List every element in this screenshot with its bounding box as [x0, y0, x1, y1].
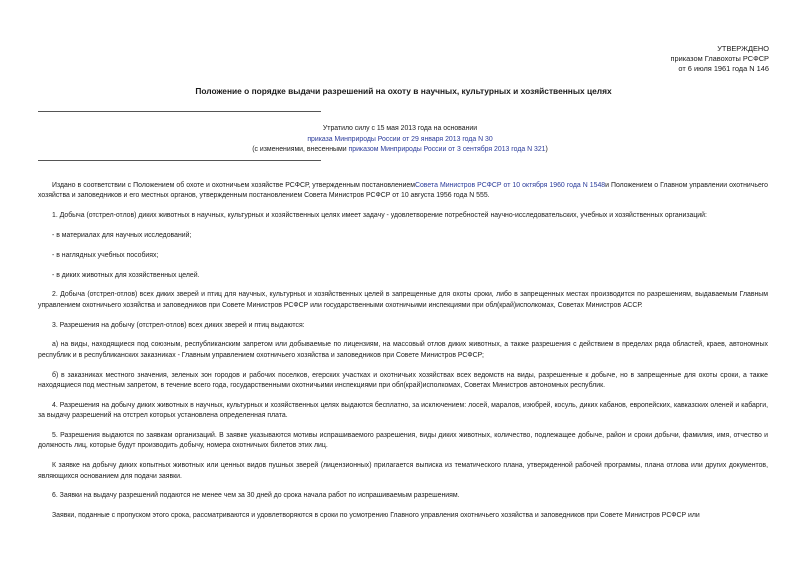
paragraph-1: 1. Добыча (отстрел-отлов) диких животных в научных, культурных и хозяйственных целях имеет задачу - удовлетворение потребностей научно-исследовательских, учебных и хозяйственных организаций:: [52, 212, 707, 220]
amendment-order-link[interactable]: приказом Минприроды России от 3 сентября 2013 года N 321: [348, 146, 546, 153]
intro-paragraph: [38, 181, 768, 202]
paragraph-1-item-b: - в наглядных учебных пособиях;: [52, 251, 159, 259]
status-line-2: [100, 135, 700, 146]
repeal-order-link[interactable]: приказа Минприроды России от 29 января 2013 года N 30: [307, 135, 493, 143]
bottom-divider: [38, 160, 321, 161]
paragraph-1-item-a: - в материалах для научных исследований;: [52, 232, 192, 239]
paragraph-7: Заявки, поданные с пропуском этого срока, рассматриваются и удовлетворяются в сроки по усмотрению Главного управления охотничьего хозяйства и заповедников при Совете Министров РСФСР или: [52, 512, 700, 520]
status-line-3-prefix: (с изменениями, внесенными: [252, 146, 349, 153]
intro-text-after: и Положением о Главном управлении охотничьего хозяйства и заповедников и его местных органов, утвержденным постановлением Совета Министров РСФСР от 10 августа 1956 года N 555.: [38, 182, 768, 200]
paragraph-1-item-c: - в диких животных для хозяйственных целей.: [52, 271, 200, 279]
approval-line-1: УТВЕРЖДЕНО: [717, 44, 769, 53]
status-line-3: [100, 145, 700, 156]
intro-text-before: Издано в соответствии с Положением об охоте и охотничьем хозяйстве РСФСР, утвержденным постановлением: [52, 182, 415, 189]
sovmin-decree-link[interactable]: Совета Министров РСФСР от 10 октября 1960 года N 1548: [415, 182, 606, 189]
status-line-3-suffix: ): [545, 146, 548, 153]
document-title: Положение о порядке выдачи разрешений на охоту в научных, культурных и хозяйственных целях: [195, 86, 612, 96]
status-line-1: Утратило силу с 15 мая 2013 года на основании: [322, 125, 478, 132]
paragraph-3-item-a: а) на виды, находящиеся под союзным, республиканским запретом или добываемые по лицензиям, на массовый отлов диких животных, а также разрешения с действием в пределах ряда областей, краев, автономных республик и в республиканских заказниках - Главным управлением охотничьего хозяйства и заповедников при Совете Министров РСФСР;: [38, 341, 768, 359]
approval-stamp: [671, 44, 769, 75]
paragraph-5: 5. Разрешения выдаются по заявкам организаций. В заявке указываются мотивы испрашиваемого разрешения, виды диких животных, количество, подлежащее добыче, район и сроки добычи, фамилия, имя, отчество и должность лиц, которые будут производить добычу, номера охотничьих билетов этих лиц.: [38, 432, 768, 450]
paragraph-4: 4. Разрешения на добычу диких животных в научных, культурных и хозяйственных целях выдаются бесплатно, за исключением: лосей, маралов, изюбрей, косуль, диких кабанов, европейских, кавказских оленей и кабарги, за выдачу разрешений на отстрел которых установлена определенная плата.: [38, 401, 768, 420]
paragraph-6: 6. Заявки на выдачу разрешений подаются не менее чем за 30 дней до срока начала работ по испрашиваемым разрешениям.: [52, 492, 460, 500]
paragraph-5-attachment: К заявке на добычу диких копытных животных или ценных видов пушных зверей (лицензионных) прилагается выписка из тематического плана, утвержденной рабочей программы, плана отлова или других документов, являющихся основанием для подачи заявки.: [38, 462, 768, 480]
top-divider: [38, 111, 321, 112]
paragraph-3-item-b: б) в заказниках местного значения, зеленых зон городов и рабочих поселков, егерских участках и охотничьих хозяйствах всех ведомств на виды, разрешенные к добыче, но в запрещенные для охоты сроки, а также находящиеся под местным запретом, в течение всего года, государственными охотничьими инспекциями при обл(край)исполкомах, Советах Министров автономных республик.: [38, 371, 768, 389]
approval-line-3: от 6 июля 1961 года N 146: [678, 64, 769, 74]
paragraph-2: 2. Добыча (отстрел-отлов) всех диких зверей и птиц для научных, культурных и хозяйственных целей в запрещенные для охоты сроки, либо в запрещенных местах производится по разрешениям, выдаваемым Главным управлением охотничьего хозяйства и заповедников при Совете Министров РСФСР или государственными охотничьими инспекциями при обл(край)исполкомах, Советах Министров АССР.: [38, 291, 768, 309]
paragraph-3: 3. Разрешения на добычу (отстрел-отлов) всех диких зверей и птиц выдаются:: [52, 321, 305, 329]
approval-line-2: приказом Главохоты РСФСР: [670, 54, 769, 64]
document-body: [38, 181, 768, 531]
status-note: [100, 124, 700, 156]
